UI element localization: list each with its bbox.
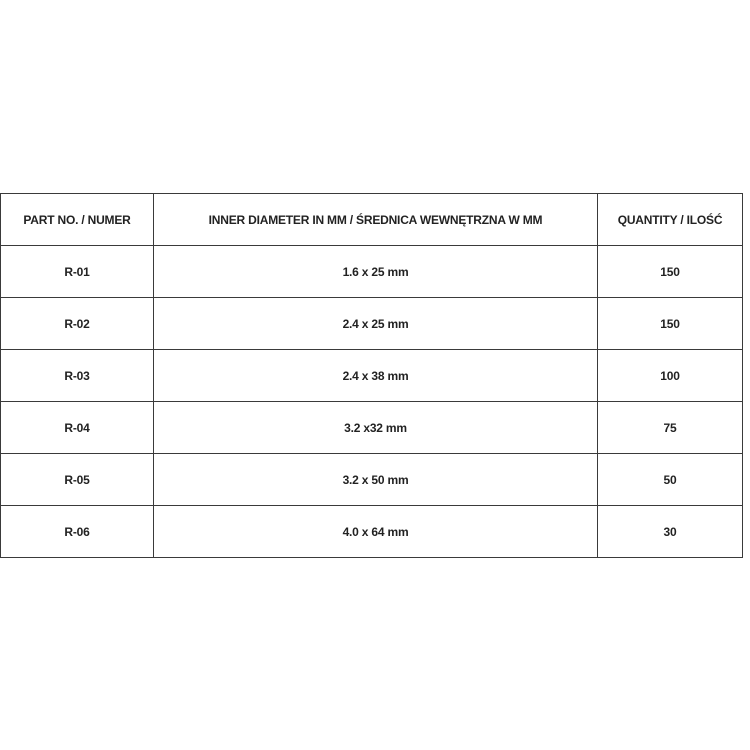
table-row bbox=[1, 454, 743, 506]
table-row bbox=[1, 402, 743, 454]
cell-inner-diameter: 1.6 x 25 mm bbox=[154, 246, 598, 298]
header-row bbox=[1, 194, 743, 246]
cell-part-number: R-01 bbox=[1, 246, 154, 298]
cell-part-number: R-06 bbox=[1, 506, 154, 558]
cell-part-number: R-04 bbox=[1, 402, 154, 454]
cell-quantity: 100 bbox=[598, 350, 743, 402]
cell-quantity: 30 bbox=[598, 506, 743, 558]
cell-quantity: 150 bbox=[598, 246, 743, 298]
cell-quantity: 75 bbox=[598, 402, 743, 454]
cell-part-number: R-02 bbox=[1, 298, 154, 350]
header-quantity: QUANTITY / ILOŚĆ bbox=[598, 194, 743, 246]
cell-inner-diameter: 4.0 x 64 mm bbox=[154, 506, 598, 558]
cell-quantity: 150 bbox=[598, 298, 743, 350]
cell-inner-diameter: 3.2 x 50 mm bbox=[154, 454, 598, 506]
table-row bbox=[1, 298, 743, 350]
cell-inner-diameter: 3.2 x32 mm bbox=[154, 402, 598, 454]
cell-part-number: R-05 bbox=[1, 454, 154, 506]
table-row bbox=[1, 246, 743, 298]
table-row bbox=[1, 506, 743, 558]
header-inner-diameter: INNER DIAMETER IN MM / ŚREDNICA WEWNĘTRZNA W MM bbox=[154, 194, 598, 246]
parts-table bbox=[0, 193, 743, 558]
cell-inner-diameter: 2.4 x 38 mm bbox=[154, 350, 598, 402]
cell-part-number: R-03 bbox=[1, 350, 154, 402]
cell-quantity: 50 bbox=[598, 454, 743, 506]
table-row bbox=[1, 350, 743, 402]
header-part-number: PART NO. / NUMER bbox=[1, 194, 154, 246]
cell-inner-diameter: 2.4 x 25 mm bbox=[154, 298, 598, 350]
